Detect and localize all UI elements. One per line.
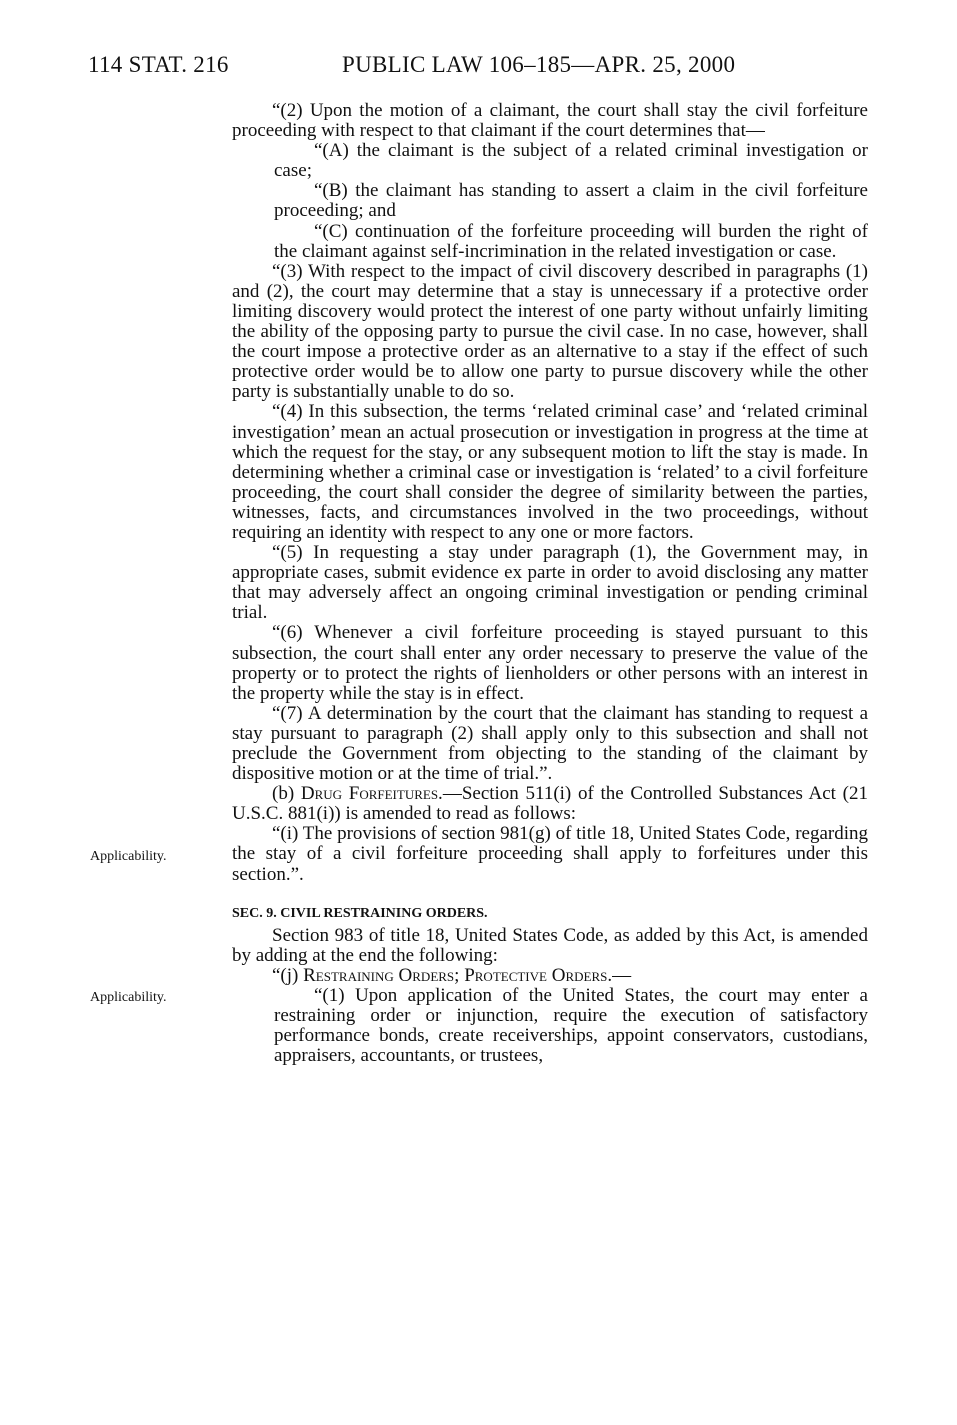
paragraph-b-lead: (b) <box>272 783 301 805</box>
section-9-intro: Section 983 of title 18, United States Code, as added by this Act, is amended by adding at the end the following: <box>232 924 868 966</box>
paragraph-2-b: “(B) the claimant has standing to assert a claim in the civil forfeiture proceeding; and <box>274 180 868 222</box>
document-body <box>232 101 868 1066</box>
page-header <box>0 52 957 86</box>
subsection-j-paragraph-1: “(1) Upon application of the United States, the court may enter a restraining order or injunction, require the execution of satisfactory performance bonds, create receiverships, appoint conservators, custodians, appraisers, accountants, or trustees, <box>274 984 868 1067</box>
paragraph-b-heading: Drug Forfeitures. <box>300 783 443 805</box>
subsection-j-heading <box>232 966 868 986</box>
paragraph-2: “(2) Upon the motion of a claimant, the court shall stay the civil forfeiture proceeding with respect to that claimant if the court determines that— <box>232 100 868 142</box>
paragraph-4: “(4) In this subsection, the terms ‘related criminal case’ and ‘related criminal investigation’ mean an actual prosecution or investigation in progress at the time at which the request for the stay, or any subsequent motion to lift the stay is made. In determining whether a criminal case or investigation is ‘related’ to a civil forfeiture proceeding, the court shall consider the degree of similarity between the parties, witnesses, facts, and circumstances involved in the two proceedings, without requiring an identity with respect to any one or more factors. <box>232 401 868 543</box>
paragraph-2-c: “(C) continuation of the forfeiture proceeding will burden the right of the claimant against self-incrimination in the related investigation or case. <box>274 220 868 262</box>
paragraph-7: “(7) A determination by the court that the claimant has standing to request a stay pursuant to paragraph (2) shall apply only to this subsection and shall not preclude the Government from objecting to the standing of the claimant by dispositive motion or at the time of trial.”. <box>232 702 868 785</box>
paragraph-6: “(6) Whenever a civil forfeiture proceeding is stayed pursuant to this subsection, the court shall enter any order necessary to preserve the value of the property or to protect the rights of lienholders or other persons with an interest in the property while the stay is in effect. <box>232 622 868 704</box>
margin-note-applicability: Applicability. <box>90 849 167 864</box>
paragraph-5: “(5) In requesting a stay under paragraph (1), the Government may, in appropriate cases, submit evidence ex parte in order to avoid disclosing any matter that may adversely affect an ongoing criminal investigation or pending criminal trial. <box>232 542 868 624</box>
paragraph-b <box>232 784 868 824</box>
paragraph-2-a: “(A) the claimant is the subject of a related criminal investigation or case; <box>274 140 868 182</box>
paragraph-b-text: —Section 511(i) of the Controlled Substances Act (21 U.S.C. 881(i)) is amended to read as follows: <box>232 783 868 825</box>
paragraph-i: “(i) The provisions of section 981(g) of title 18, United States Code, regarding the stay of a civil forfeiture proceeding shall apply to forfeitures under this section.”. <box>232 823 868 885</box>
section-9-heading: SEC. 9. CIVIL RESTRAINING ORDERS. <box>232 905 488 921</box>
subsection-j-dash: — <box>612 964 632 986</box>
stat-citation: 114 STAT. 216 <box>88 52 229 77</box>
subsection-j-title: Restraining Orders; Protective Orders. <box>303 964 613 986</box>
public-law-title: PUBLIC LAW 106–185—APR. 25, 2000 <box>342 52 736 77</box>
subsection-j-lead: “(j) <box>272 964 304 986</box>
paragraph-3: “(3) With respect to the impact of civil discovery described in paragraphs (1) and (2), the court may determine that a stay is unnecessary if a protective order limiting discovery would protect the interest of one party without unfairly limiting the ability of the opposing party to pursue the civil case. In no case, however, shall the court impose a protective order as an alternative to a stay if the effect of such protective order would be to allow one party to pursue discovery while the other party is substantially unable to do so. <box>232 260 868 403</box>
margin-note-applicability: Applicability. <box>90 990 167 1005</box>
